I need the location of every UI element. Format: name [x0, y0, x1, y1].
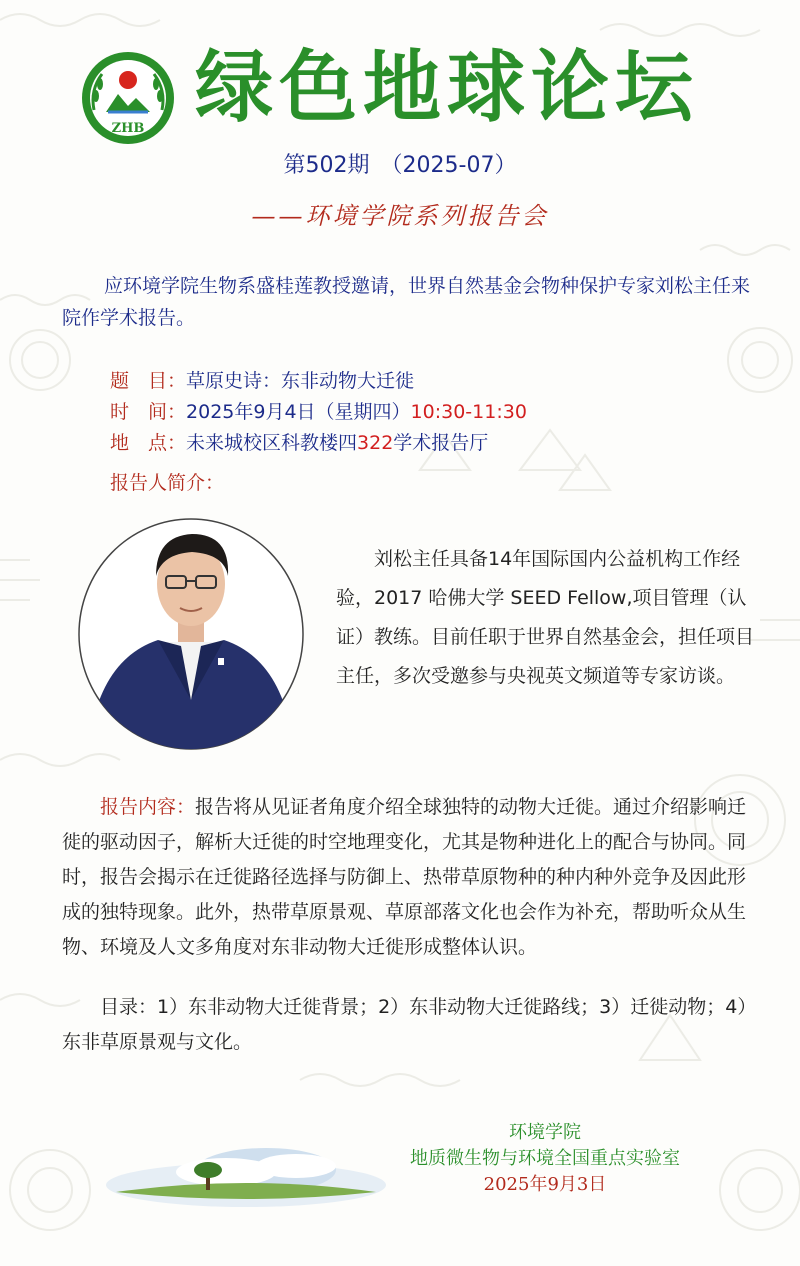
- table-of-contents: 目录：1）东非动物大迁徙背景；2）东非动物大迁徙路线；3）迁徙动物；4）东非草原景观与文化。: [62, 996, 747, 1053]
- time-hours: 10:30-11:30: [410, 401, 527, 423]
- footer-date: 2025年9月3日: [483, 1174, 607, 1195]
- issue-number: 第502期 （2025-07）: [283, 153, 517, 178]
- time-row: [110, 397, 527, 427]
- speaker-bio: 刘松主任具备14年国际国内公益机构工作经验，2017 哈佛大学 SEED Fellow,项目管理（认证）教练。目前任职于世界自然基金会，担任项目主任，多次受邀参与央视英文频道等专家访谈。: [336, 548, 755, 687]
- place-label: 地 点：: [110, 432, 187, 454]
- place-room: 322: [357, 432, 394, 454]
- content-text: 报告将从见证者角度介绍全球独特的动物大迁徙。通过介绍影响迁徙的驱动因子，解析大迁徙的时空地理变化，尤其是物种进化上的配合与协同。同时，报告会揭示在迁徙路径选择与防御上、热带草原物种的种内种外竞争及因此形成的独特现象。此外，热带草原景观、草原部落文化也会作为补充，帮助听众从生物、环境及人文多角度对东非动物大迁徙形成整体认识。: [62, 796, 747, 958]
- footer-school: 环境学院: [509, 1122, 581, 1143]
- place-building: 未来城校区科教楼四: [186, 432, 358, 454]
- time-label: 时 间：: [110, 401, 187, 423]
- content-label: 报告内容：: [100, 796, 196, 818]
- intro-paragraph: 应环境学院生物系盛桂莲教授邀请，世界自然基金会物种保护专家刘松主任来院作学术报告。: [62, 275, 751, 329]
- forum-title: 绿色地球论坛: [195, 42, 700, 133]
- landscape-illustration: [96, 1130, 386, 1215]
- report-content: [62, 790, 752, 965]
- zhb-logo: [80, 50, 176, 146]
- time-date: 2025年9月4日（星期四）: [186, 401, 411, 423]
- place-row: [110, 428, 488, 458]
- topic-value: 草原史诗：东非动物大迁徙: [186, 370, 415, 392]
- speaker-photo: [78, 518, 304, 750]
- topic-row: [110, 366, 414, 396]
- footer-lab: 地质微生物与环境全国重点实验室: [410, 1148, 680, 1169]
- logo-text: ZHB: [111, 121, 145, 136]
- series-subtitle: ——环境学院系列报告会: [251, 202, 549, 230]
- footer-signature: [380, 1120, 710, 1198]
- place-hall: 学术报告厅: [393, 432, 489, 454]
- bio-heading: 报告人简介：: [110, 472, 225, 494]
- topic-label: 题 目：: [110, 370, 187, 392]
